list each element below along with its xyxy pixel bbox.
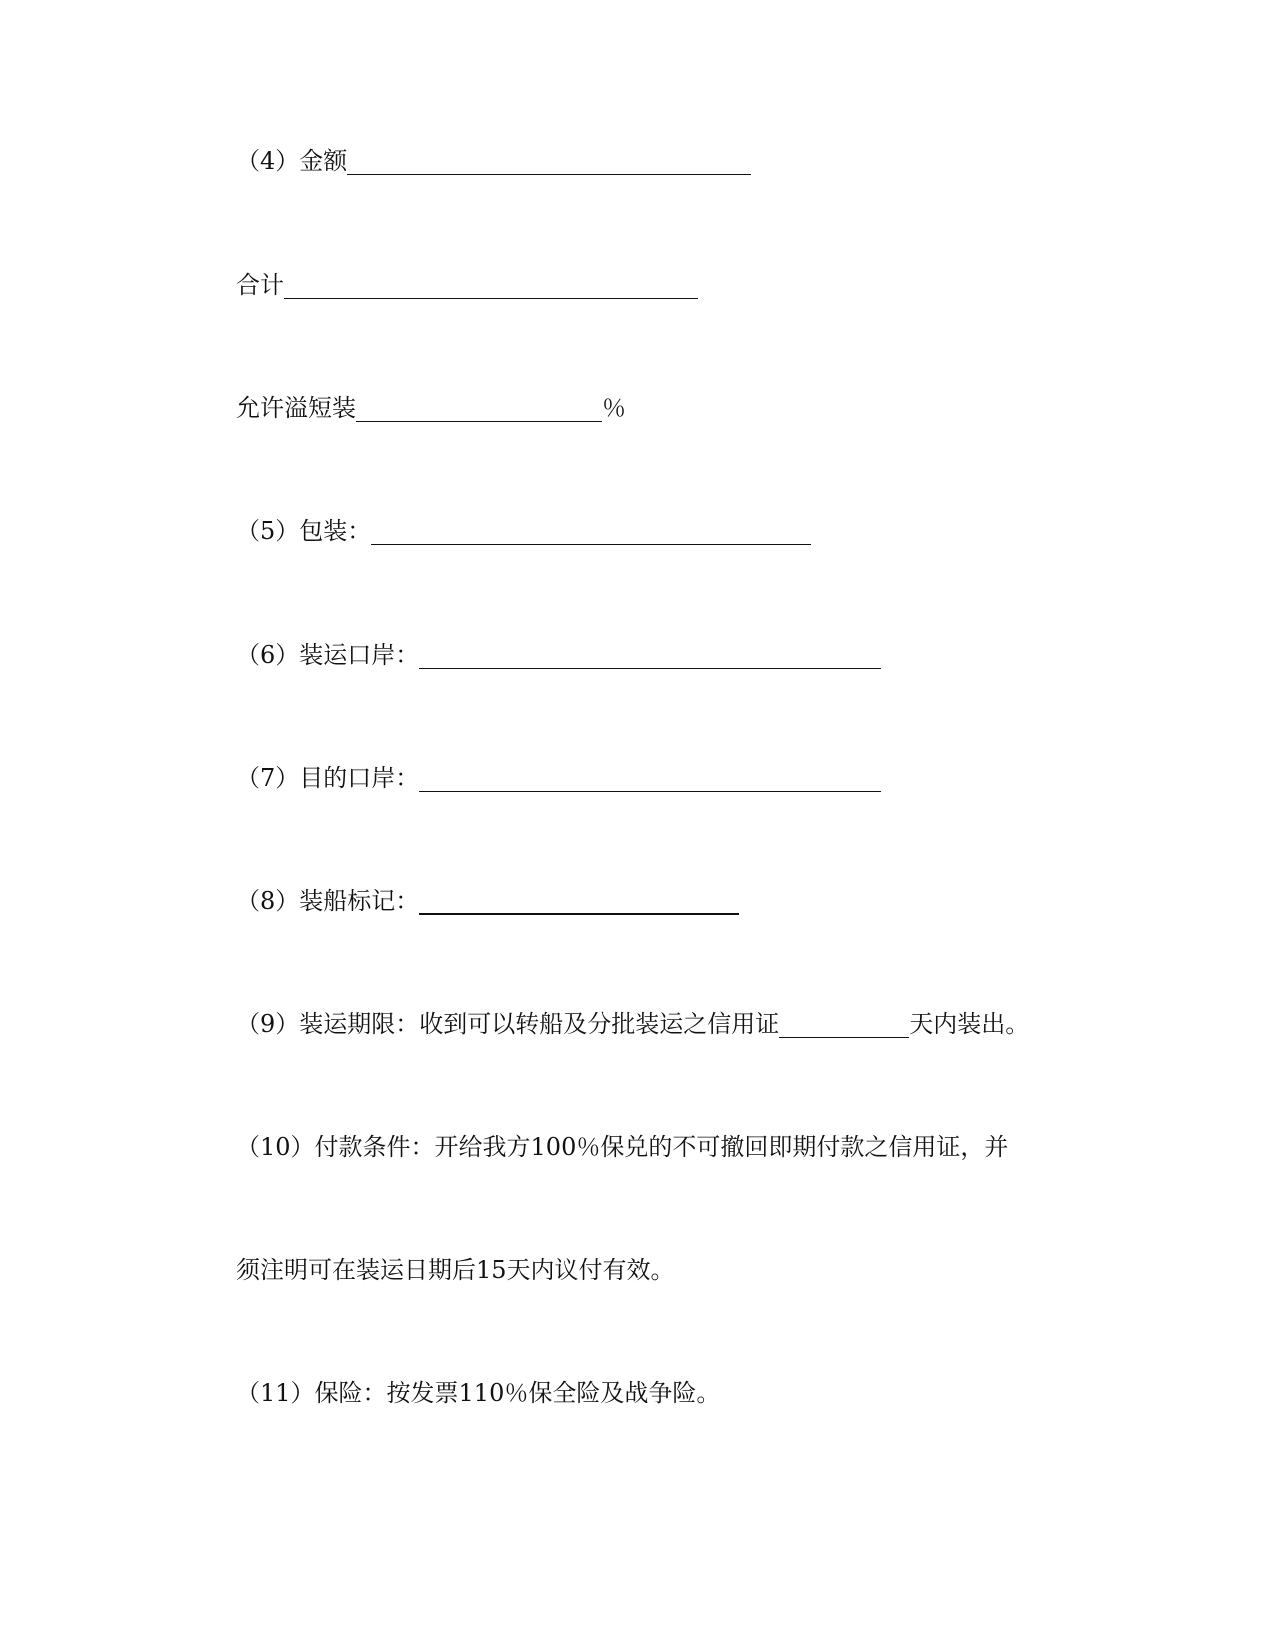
total-blank[interactable] (284, 272, 698, 299)
tolerance-suffix: ％ (602, 394, 626, 422)
shipment-time-suffix: 天内装出。 (909, 1010, 1030, 1038)
amount-blank[interactable] (347, 148, 751, 175)
destination-port-blank[interactable] (419, 765, 881, 792)
tolerance-blank[interactable] (356, 395, 602, 422)
shipping-marks-blank[interactable] (419, 887, 739, 915)
shipping-marks-line (236, 886, 739, 916)
shipment-time-line (236, 1009, 1029, 1039)
packing-label: （5）包装： (236, 517, 372, 545)
total-line (236, 270, 698, 300)
payment-terms-line (236, 1132, 1008, 1162)
amount-line (236, 146, 751, 176)
shipment-days-blank[interactable] (779, 1011, 909, 1038)
total-label: 合计 (236, 271, 284, 299)
loading-port-label: （6）装运口岸： (236, 641, 420, 669)
loading-port-blank[interactable] (419, 642, 881, 669)
shipment-time-label: （9）装运期限：收到可以转船及分批装运之信用证 (236, 1010, 780, 1038)
packing-blank[interactable] (371, 518, 811, 545)
destination-port-label: （7）目的口岸： (236, 764, 420, 792)
tolerance-line (236, 393, 626, 423)
insurance-text: （11）保险：按发票110％保全险及战争险。 (236, 1379, 721, 1407)
insurance-line (236, 1378, 720, 1408)
packing-line (236, 516, 811, 546)
loading-port-line (236, 640, 881, 670)
payment-terms-text: （10）付款条件：开给我方100％保兑的不可撤回即期付款之信用证，并 (236, 1133, 1009, 1161)
payment-terms-continued-line (236, 1255, 675, 1285)
shipping-marks-label: （8）装船标记： (236, 887, 420, 915)
payment-terms-continued-text: 须注明可在装运日期后15天内议付有效。 (236, 1256, 675, 1284)
destination-port-line (236, 763, 881, 793)
amount-label: （4）金额 (236, 147, 348, 175)
tolerance-label: 允许溢短装 (236, 394, 356, 422)
